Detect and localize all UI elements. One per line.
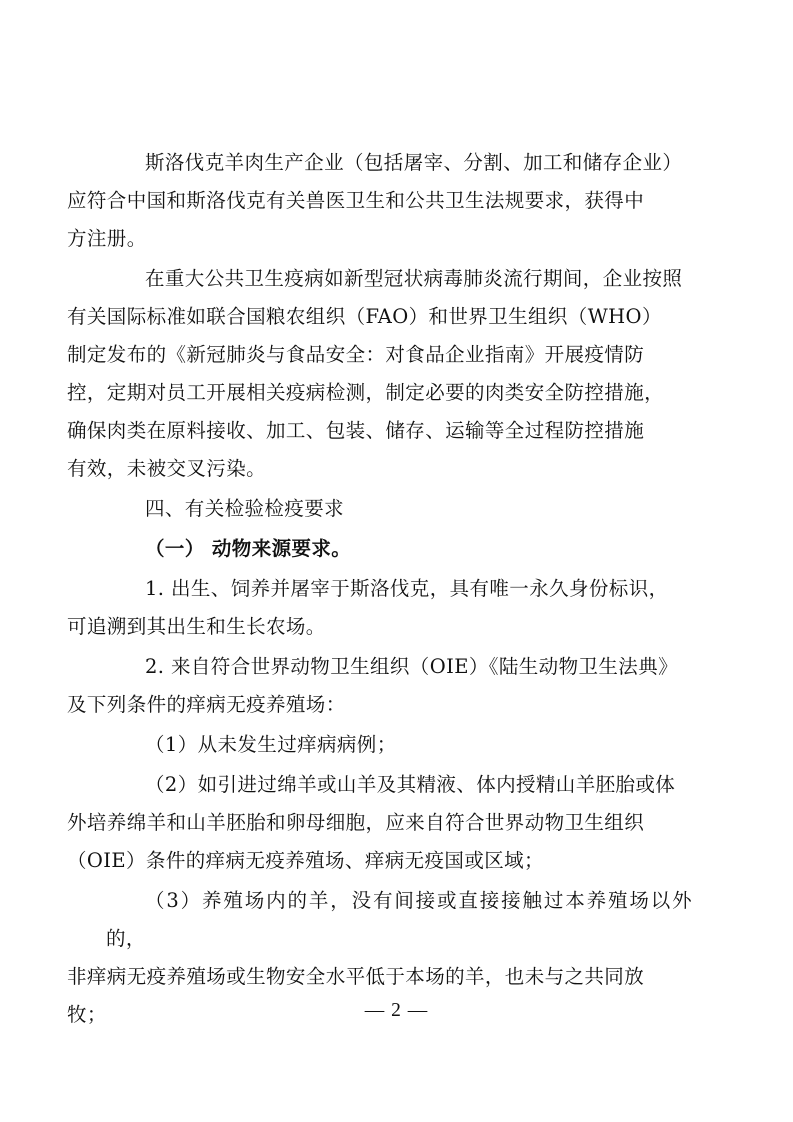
sub-item-2 [67, 766, 692, 880]
text-line: 应符合中国和斯洛伐克有关兽医卫生和公共卫生法规要求，获得中 [67, 189, 645, 212]
section-heading: 四、有关检验检疫要求 [145, 497, 345, 520]
text-line: 控，定期对员工开展相关疫病检测，制定必要的肉类安全防控措施， [67, 381, 665, 404]
text-line: 非痒病无疫养殖场或生物安全水平低于本场的羊，也未与之共同放 [67, 965, 645, 988]
text-line: 及下列条件的痒病无疫养殖场： [67, 693, 346, 716]
text-line: （3）养殖场内的羊，没有间接或直接接触过本养殖场以外的， [106, 889, 692, 950]
list-item-1 [67, 570, 692, 646]
text-line: （1）从未发生过痒病病例； [145, 733, 397, 756]
page-number: — 2 — [364, 1000, 429, 1021]
paragraph-registration [67, 144, 692, 258]
text-line: 可追溯到其出生和生长农场。 [67, 615, 326, 638]
text-line: 2. 来自符合世界动物卫生组织（OIE）《陆生动物卫生法典》 [145, 655, 678, 678]
text-line: 制定发布的《新冠肺炎与食品安全：对食品企业指南》开展疫情防 [67, 343, 645, 366]
text-line: 斯洛伐克羊肉生产企业（包括屠宰、分割、加工和储存企业） [145, 151, 683, 174]
text-line: （OIE）条件的痒病无疫养殖场、痒病无疫国或区域； [67, 849, 544, 872]
text-line: 有关国际标准如联合国粮农组织（FAO）和世界卫生组织（WHO） [67, 305, 662, 328]
subsection-heading: （一） 动物来源要求。 [145, 537, 352, 560]
paragraph-epidemic-control [67, 260, 692, 488]
sub-item-1 [106, 726, 692, 764]
text-line: （2）如引进过绵羊或山羊及其精液、体内授精山羊胚胎或体 [145, 773, 676, 796]
text-line: 外培养绵羊和山羊胚胎和卵母细胞，应来自符合世界动物卫生组织 [67, 811, 645, 834]
text-line: 在重大公共卫生疫病如新型冠状病毒肺炎流行期间，企业按照 [145, 267, 683, 290]
text-line: 1. 出生、饲养并屠宰于斯洛伐克，具有唯一永久身份标识， [145, 577, 669, 600]
text-line: 方注册。 [67, 227, 147, 250]
document-body [67, 144, 692, 1034]
text-line: 有效，未被交叉污染。 [67, 457, 267, 480]
list-item-2 [67, 648, 692, 724]
text-line: 牧； [67, 1003, 107, 1026]
text-line: 确保肉类在原料接收、加工、包装、储存、运输等全过程防控措施 [67, 419, 645, 442]
